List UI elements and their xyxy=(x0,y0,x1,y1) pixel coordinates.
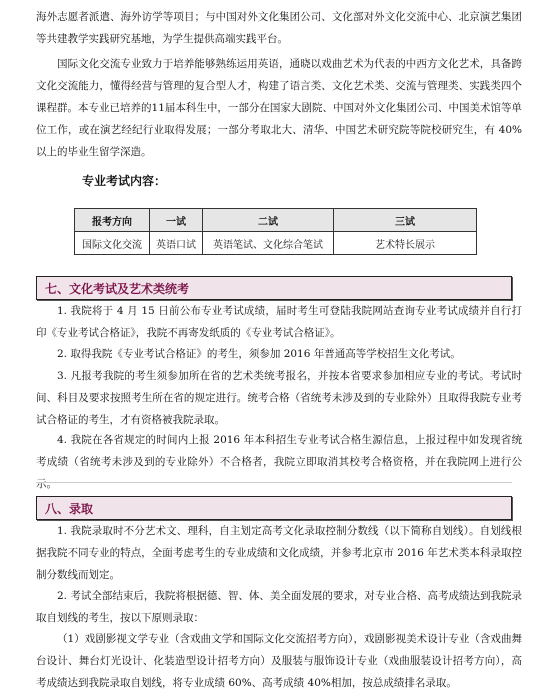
table-cell: 英语口试 xyxy=(150,232,203,255)
exam-content-heading: 专业考试内容： xyxy=(82,174,167,188)
intro-paragraph-2: 国际文化交流专业致力于培养能够熟练运用英语，通晓以戏曲艺术为代表的中西方文化艺术，具备跨文化交流能力，懂得经营与管理的复合型人才，构建了语言类、文化艺术类、交流与管理类、实践类四个课程群。本专业已培养的11届本科生中，一部分在国家大剧院、中国对外文化集团公司、中国美术馆等单位工作，或在演艺经纪行业取得发展；一部分考取北大、清华、中国艺术研究院等院校研究生，有 40%以上的毕业生留学深造。 xyxy=(36,58,522,158)
section-8-paragraph-3: （1）戏剧影视文学专业（含戏曲文学和国际文化交流招考方向），戏剧影视美术设计专业（含戏曲舞台设计、舞台灯光设计、化装造型设计招考方向）及服装与服饰设计专业（戏曲服装设计招考方向），高考成绩达到我院录取自划线，将专业成绩 60%、高考成绩 40%相加，按总成绩排名录取。 xyxy=(36,633,522,689)
section-7-paragraph-2: 2. 取得我院《专业考试合格证》的考生，须参加 2016 年普通高等学校招生文化考试。 xyxy=(57,348,461,360)
table-header-cell: 一试 xyxy=(150,209,203,232)
intro-paragraph-1: 海外志愿者派遣、海外访学等项目；与中国对外文化集团公司、文化部对外文化交流中心、北京演艺集团等共建教学实践研究基地，为学生提供高端实践平台。 xyxy=(36,11,522,45)
table-cell: 艺术特长展示 xyxy=(334,232,477,255)
table-header-row xyxy=(75,209,477,232)
section-8-title: 八、录取 xyxy=(45,502,94,516)
section-7-paragraph-3: 3. 凡报考我院的考生须参加所在省的艺术类统考报名，并按本省要求参加相应专业的考试。考试时间、科目及要求按照考生所在省的规定进行。统考合格（省统考未涉及到的专业除外）且取得我院专业考试合格证的考生，才有资格被我院录取。 xyxy=(36,370,522,426)
table-header-cell: 三试 xyxy=(334,209,477,232)
section-7-heading-bar xyxy=(36,276,512,300)
section-divider xyxy=(36,482,512,483)
section-7-paragraph-4: 4. 我院在各省规定的时间内上报 2016 年本科招生专业考试合格生源信息，上报过程中如发现省统考成绩（省统考未涉及到的专业除外）不合格者，我院立即取消其校考合格资格，并在我院网上进行公示。 xyxy=(36,434,522,490)
section-8-paragraph-2: 2. 考试全部结束后，我院将根据德、智、体、美全面发展的要求，对专业合格、高考成绩达到我院录取自划线的考生，按以下原则录取： xyxy=(36,590,522,624)
section-7-paragraph-1: 1. 我院将于 4 月 15 日前公布专业考试成绩，届时考生可登陆我院网站查询专业考试成绩并自行打印《专业考试合格证》，我院不再寄发纸质的《专业考试合格证》。 xyxy=(36,305,522,339)
table-header-cell: 二试 xyxy=(203,209,334,232)
section-8-paragraph-1: 1. 我院录取时不分艺术文、理科，自主划定高考文化录取控制分数线（以下简称自划线）。自划线根据我院不同专业的特点，全面考虑考生的专业成绩和文化成绩，并参考北京市 2016 年艺术类本科录取控制分数线而划定。 xyxy=(36,525,522,581)
exam-content-table xyxy=(74,208,477,255)
table-cell: 国际文化交流 xyxy=(75,232,150,255)
section-8-heading-bar xyxy=(36,496,512,520)
section-7-title: 七、文化考试及艺术类统考 xyxy=(45,282,190,296)
table-row xyxy=(75,232,477,255)
table-header-cell: 报考方向 xyxy=(75,209,150,232)
table-cell: 英语笔试、文化综合笔试 xyxy=(203,232,334,255)
